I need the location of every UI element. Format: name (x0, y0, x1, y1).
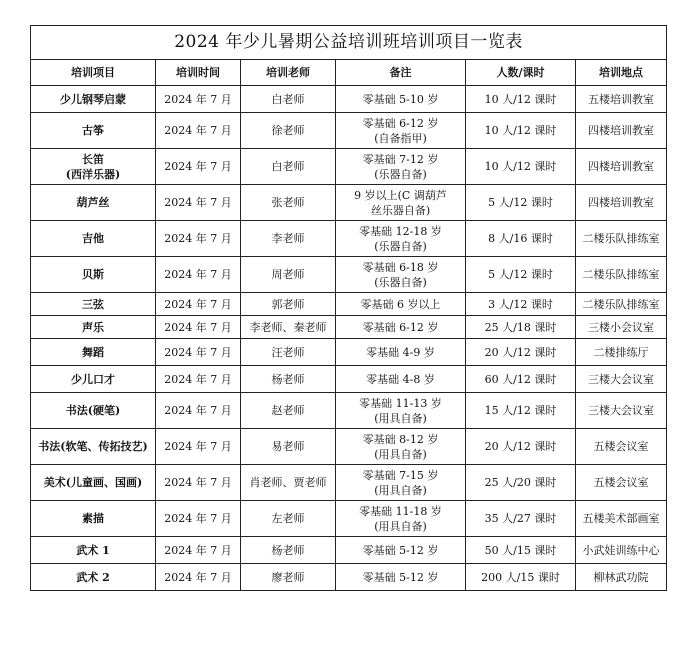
cell-count: 8 人/16 课时 (466, 221, 576, 257)
header-count: 人数/课时 (466, 60, 576, 86)
cell-teacher: 白老师 (241, 86, 336, 113)
table-row (31, 113, 667, 149)
cell-project-line: 书法(硬笔) (65, 404, 121, 417)
cell-count: 15 人/12 课时 (466, 393, 576, 429)
cell-project (31, 221, 156, 257)
table-row (31, 316, 667, 339)
cell-project (31, 564, 156, 591)
cell-project-line: 长笛 (82, 152, 104, 166)
table-title: 2024 年少儿暑期公益培训班培训项目一览表 (31, 26, 667, 60)
cell-place: 柳林武功院 (576, 564, 667, 591)
table-row (31, 366, 667, 393)
cell-note-line: 零基础 4-8 岁 (366, 372, 435, 386)
cell-note (336, 221, 466, 257)
cell-note (336, 293, 466, 316)
cell-note-line: (用具自备) (374, 519, 427, 533)
cell-project-line: 古筝 (82, 124, 104, 137)
cell-note (336, 257, 466, 293)
cell-teacher: 周老师 (241, 257, 336, 293)
cell-note (336, 113, 466, 149)
table-row (31, 564, 667, 591)
cell-time: 2024 年 7 月 (156, 185, 241, 221)
cell-project-line: 贝斯 (82, 268, 104, 281)
cell-place: 五楼培训教室 (576, 86, 667, 113)
cell-note-line: 零基础 8-12 岁 (362, 432, 439, 446)
cell-project-line: 葫芦丝 (76, 196, 110, 209)
cell-note-line: 零基础 6-12 岁 (362, 116, 439, 130)
cell-count: 60 人/12 课时 (466, 366, 576, 393)
cell-note (336, 185, 466, 221)
cell-note (336, 465, 466, 501)
cell-project (31, 113, 156, 149)
cell-time: 2024 年 7 月 (156, 564, 241, 591)
table-row (31, 501, 667, 537)
cell-time: 2024 年 7 月 (156, 429, 241, 465)
table-row (31, 185, 667, 221)
cell-place: 四楼培训教室 (576, 149, 667, 185)
schedule-table (30, 25, 667, 591)
cell-project-line: 美术(儿童画、国画) (43, 476, 143, 489)
header-note: 备注 (336, 60, 466, 86)
cell-teacher: 杨老师 (241, 366, 336, 393)
cell-note-line: 零基础 12-18 岁 (359, 224, 442, 238)
cell-place: 五楼美术部画室 (576, 501, 667, 537)
cell-note-line: 零基础 5-10 岁 (362, 92, 439, 106)
cell-project-line: 少儿钢琴启蒙 (60, 92, 126, 106)
cell-project (31, 86, 156, 113)
cell-teacher: 徐老师 (241, 113, 336, 149)
cell-project (31, 339, 156, 366)
cell-note (336, 339, 466, 366)
cell-place: 二楼乐队排练室 (576, 293, 667, 316)
cell-note-line: 丝乐器自备) (370, 203, 431, 217)
table-row (31, 293, 667, 316)
cell-note (336, 316, 466, 339)
cell-teacher: 汪老师 (241, 339, 336, 366)
cell-note-line: (乐器自备) (374, 167, 427, 181)
schedule-sheet (30, 25, 666, 591)
cell-note-line: 零基础 7-12 岁 (362, 152, 439, 166)
cell-count: 5 人/12 课时 (466, 257, 576, 293)
cell-count: 3 人/12 课时 (466, 293, 576, 316)
cell-teacher: 杨老师 (241, 537, 336, 564)
cell-time: 2024 年 7 月 (156, 293, 241, 316)
cell-count: 20 人/12 课时 (466, 429, 576, 465)
cell-teacher: 左老师 (241, 501, 336, 537)
table-row (31, 257, 667, 293)
cell-project-line: 素描 (82, 512, 104, 525)
cell-teacher: 肖老师、贾老师 (241, 465, 336, 501)
header-place: 培训地点 (576, 60, 667, 86)
cell-teacher: 李老师、秦老师 (241, 316, 336, 339)
cell-note-line: (用具自备) (374, 483, 427, 497)
cell-teacher: 张老师 (241, 185, 336, 221)
cell-note (336, 501, 466, 537)
cell-note (336, 366, 466, 393)
cell-time: 2024 年 7 月 (156, 465, 241, 501)
cell-place: 三楼小会议室 (576, 316, 667, 339)
table-row (31, 429, 667, 465)
cell-count: 10 人/12 课时 (466, 149, 576, 185)
cell-count: 20 人/12 课时 (466, 339, 576, 366)
cell-project (31, 257, 156, 293)
cell-note-line: 零基础 7-15 岁 (362, 468, 439, 482)
cell-count: 10 人/12 课时 (466, 113, 576, 149)
cell-note (336, 564, 466, 591)
cell-time: 2024 年 7 月 (156, 316, 241, 339)
table-row (31, 221, 667, 257)
cell-project (31, 185, 156, 221)
cell-project-line: (西洋乐器) (65, 167, 121, 181)
cell-note-line: (乐器自备) (374, 275, 427, 289)
header-row (31, 60, 667, 86)
cell-teacher: 李老师 (241, 221, 336, 257)
cell-place: 二楼排练厅 (576, 339, 667, 366)
cell-time: 2024 年 7 月 (156, 501, 241, 537)
cell-note-line: 零基础 11-18 岁 (359, 504, 442, 518)
cell-project (31, 501, 156, 537)
table-row (31, 465, 667, 501)
table-row (31, 86, 667, 113)
cell-note-line: (自备指甲) (374, 131, 427, 145)
cell-note-line: 9 岁以上(C 调葫芦 (354, 188, 447, 202)
cell-note (336, 149, 466, 185)
cell-time: 2024 年 7 月 (156, 221, 241, 257)
cell-time: 2024 年 7 月 (156, 86, 241, 113)
cell-place: 三楼大会议室 (576, 366, 667, 393)
cell-project-line: 武术 1 (76, 543, 110, 557)
cell-project (31, 316, 156, 339)
cell-time: 2024 年 7 月 (156, 339, 241, 366)
cell-place: 二楼乐队排练室 (576, 221, 667, 257)
cell-teacher: 赵老师 (241, 393, 336, 429)
cell-note-line: 零基础 5-12 岁 (362, 570, 439, 584)
cell-place: 小武娃训练中心 (576, 537, 667, 564)
cell-note-line: 零基础 6-18 岁 (362, 260, 439, 274)
cell-time: 2024 年 7 月 (156, 113, 241, 149)
cell-teacher: 郭老师 (241, 293, 336, 316)
cell-time: 2024 年 7 月 (156, 537, 241, 564)
table-body (31, 86, 667, 591)
cell-place: 五楼会议室 (576, 465, 667, 501)
cell-teacher: 廖老师 (241, 564, 336, 591)
header-project: 培训项目 (31, 60, 156, 86)
cell-project-line: 书法(软笔、传拓技艺) (38, 440, 148, 453)
cell-project-line: 舞蹈 (82, 345, 104, 359)
cell-note-line: (用具自备) (374, 411, 427, 425)
cell-place: 五楼会议室 (576, 429, 667, 465)
cell-project-line: 少儿口才 (71, 372, 115, 386)
cell-note-line: 零基础 6 岁以上 (360, 297, 441, 311)
cell-note-line: 零基础 4-9 岁 (366, 345, 435, 359)
cell-teacher: 易老师 (241, 429, 336, 465)
cell-note (336, 86, 466, 113)
cell-time: 2024 年 7 月 (156, 366, 241, 393)
cell-note (336, 429, 466, 465)
header-teacher: 培训老师 (241, 60, 336, 86)
cell-note (336, 393, 466, 429)
cell-note-line: 零基础 6-12 岁 (362, 320, 439, 334)
cell-note (336, 537, 466, 564)
cell-count: 5 人/12 课时 (466, 185, 576, 221)
cell-project (31, 293, 156, 316)
cell-place: 四楼培训教室 (576, 113, 667, 149)
cell-count: 200 人/15 课时 (466, 564, 576, 591)
cell-note-line: 零基础 11-13 岁 (359, 396, 442, 410)
cell-project (31, 366, 156, 393)
table-row (31, 339, 667, 366)
cell-time: 2024 年 7 月 (156, 149, 241, 185)
cell-place: 四楼培训教室 (576, 185, 667, 221)
cell-place: 二楼乐队排练室 (576, 257, 667, 293)
cell-teacher: 白老师 (241, 149, 336, 185)
cell-count: 25 人/20 课时 (466, 465, 576, 501)
cell-note-line: 零基础 5-12 岁 (362, 543, 439, 557)
cell-count: 25 人/18 课时 (466, 316, 576, 339)
cell-count: 10 人/12 课时 (466, 86, 576, 113)
cell-project-line: 吉他 (82, 232, 104, 245)
table-row (31, 537, 667, 564)
cell-count: 50 人/15 课时 (466, 537, 576, 564)
cell-project (31, 537, 156, 564)
cell-project-line: 三弦 (82, 297, 104, 311)
cell-project (31, 149, 156, 185)
cell-place: 三楼大会议室 (576, 393, 667, 429)
cell-project-line: 武术 2 (76, 570, 110, 584)
cell-project (31, 465, 156, 501)
cell-count: 35 人/27 课时 (466, 501, 576, 537)
cell-project (31, 393, 156, 429)
cell-time: 2024 年 7 月 (156, 393, 241, 429)
cell-project-line: 声乐 (82, 320, 104, 334)
cell-time: 2024 年 7 月 (156, 257, 241, 293)
cell-note-line: (用具自备) (374, 447, 427, 461)
cell-note-line: (乐器自备) (374, 239, 427, 253)
table-row (31, 393, 667, 429)
cell-project (31, 429, 156, 465)
header-time: 培训时间 (156, 60, 241, 86)
table-row (31, 149, 667, 185)
